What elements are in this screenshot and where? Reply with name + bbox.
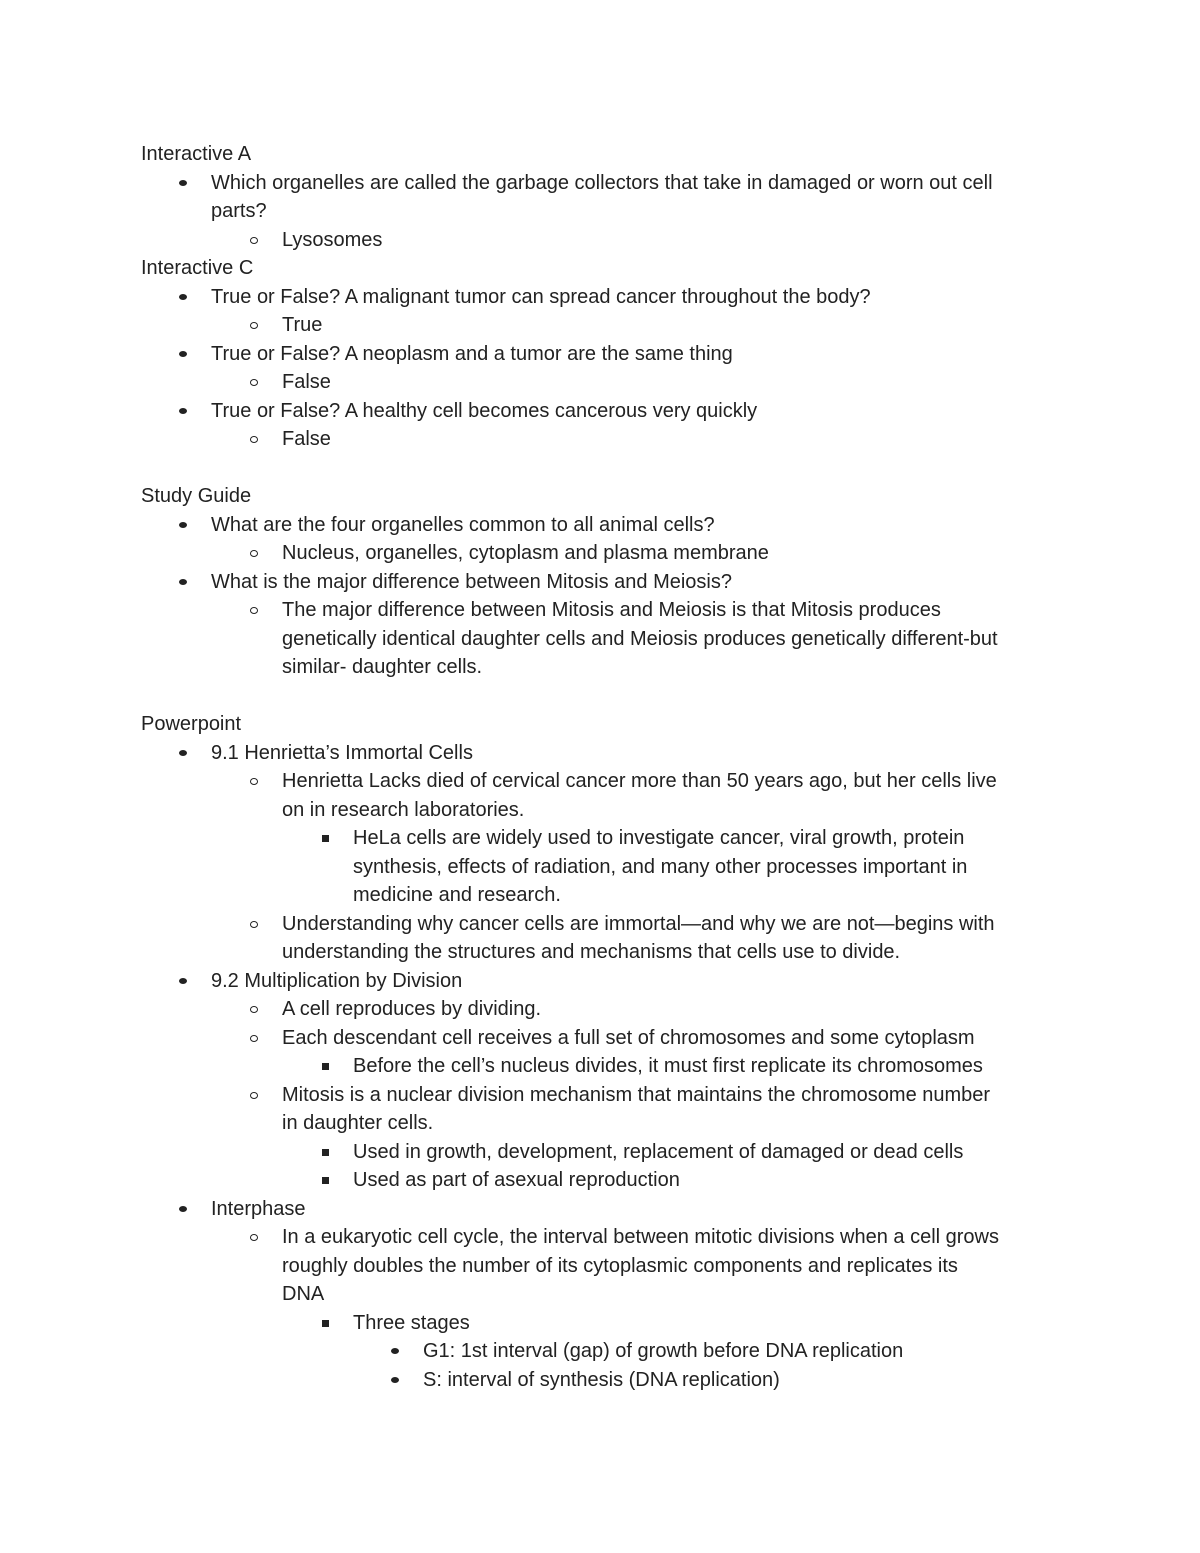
note-text: A cell reproduces by dividing.: [282, 998, 542, 1020]
question-text: What are the four organelles common to all animal cells?: [211, 513, 715, 536]
note-text: Used as part of asexual reproduction: [353, 1169, 680, 1191]
answer-text: True: [282, 314, 323, 336]
list-item: [141, 1337, 1071, 1366]
question-text: True or False? A neoplasm and a tumor are the same thing: [211, 342, 733, 365]
list-item-continuation: roughly doubles the number of its cytoplasmic components and replicates its: [282, 1254, 958, 1277]
list-item: [141, 967, 1071, 996]
list-item-continuation: medicine and research.: [353, 884, 561, 906]
list-item: [141, 340, 1071, 369]
answer-text: False: [282, 428, 331, 450]
list-item-continuation: DNA: [282, 1283, 325, 1305]
blank-line: [141, 682, 1071, 711]
list-item-continuation: understanding the structures and mechanisms that cells use to divide.: [282, 941, 901, 963]
answer-text: Nucleus, organelles, cytoplasm and plasma membrane: [282, 542, 769, 564]
answer-text: The major difference between Mitosis and Meiosis is that Mitosis produces: [282, 599, 941, 621]
note-text: In a eukaryotic cell cycle, the interval between mitotic divisions when a cell grows: [282, 1226, 999, 1248]
list-item: [141, 1052, 1071, 1081]
list-item-continuation: genetically identical daughter cells and Meiosis produces genetically different-but: [282, 627, 998, 650]
note-text: Before the cell’s nucleus divides, it must first replicate its chromosomes: [353, 1055, 983, 1077]
list-item: [141, 568, 1071, 597]
list-item: [141, 739, 1071, 768]
list-item: [141, 511, 1071, 540]
note-text: Used in growth, development, replacement of damaged or dead cells: [353, 1140, 964, 1163]
section-heading-powerpoint: Powerpoint: [141, 713, 242, 735]
answer-text: Lysosomes: [282, 228, 383, 251]
note-text: Henrietta Lacks died of cervical cancer more than 50 years ago, but her cells live: [282, 770, 997, 792]
note-text: HeLa cells are widely used to investigate cancer, viral growth, protein: [353, 827, 965, 849]
question-text: True or False? A malignant tumor can spread cancer throughout the body?: [211, 285, 871, 308]
question-text: Which organelles are called the garbage collectors that take in damaged or worn out cell: [211, 171, 993, 194]
list-item: [141, 767, 1071, 796]
list-item: [141, 368, 1071, 397]
list-item: [141, 1166, 1071, 1195]
list-item: [141, 1309, 1071, 1338]
list-item: [141, 1081, 1071, 1110]
note-text: Understanding why cancer cells are immortal—and why we are not—begins with: [282, 912, 995, 935]
section-heading-study-guide: Study Guide: [141, 485, 252, 507]
note-text: Mitosis is a nuclear division mechanism that maintains the chromosome number: [282, 1083, 991, 1106]
list-item: [141, 311, 1071, 340]
list-item-continuation: on in research laboratories.: [282, 798, 525, 821]
list-item: [141, 824, 1071, 853]
list-item: [141, 425, 1071, 454]
note-text: S: interval of synthesis (DNA replication): [423, 1368, 780, 1391]
topic-text: Interphase: [211, 1197, 306, 1220]
answer-text: False: [282, 371, 331, 393]
list-item: [141, 397, 1071, 426]
list-item: [141, 226, 1071, 255]
list-item: [141, 539, 1071, 568]
list-item: [141, 596, 1071, 625]
list-item: [141, 910, 1071, 939]
question-text: True or False? A healthy cell becomes cancerous very quickly: [211, 399, 758, 422]
list-item: [141, 1223, 1071, 1252]
topic-text: 9.2 Multiplication by Division: [211, 969, 463, 992]
note-text: G1: 1st interval (gap) of growth before DNA replication: [423, 1340, 904, 1362]
question-text: What is the major difference between Mitosis and Meiosis?: [211, 570, 732, 593]
list-item: [141, 1366, 1071, 1395]
list-item-continuation: in daughter cells.: [282, 1112, 434, 1134]
note-text: Three stages: [353, 1311, 470, 1334]
list-item: [141, 1195, 1071, 1224]
list-item: [141, 283, 1071, 312]
list-item: [141, 169, 1071, 198]
section-heading-interactive-c: Interactive C: [141, 257, 254, 279]
list-item-continuation: similar- daughter cells.: [282, 656, 483, 678]
list-item: [141, 1138, 1071, 1167]
topic-text: 9.1 Henrietta’s Immortal Cells: [211, 741, 473, 764]
document-body: [141, 140, 1071, 1394]
list-item: [141, 1024, 1071, 1053]
note-text: Each descendant cell receives a full set of chromosomes and some cytoplasm: [282, 1026, 975, 1049]
blank-line: [141, 454, 1071, 483]
section-heading-interactive-a: Interactive A: [141, 143, 252, 165]
list-item-continuation: synthesis, effects of radiation, and many other processes important in: [353, 855, 968, 878]
list-item: [141, 995, 1071, 1024]
list-item-continuation: parts?: [211, 200, 267, 222]
